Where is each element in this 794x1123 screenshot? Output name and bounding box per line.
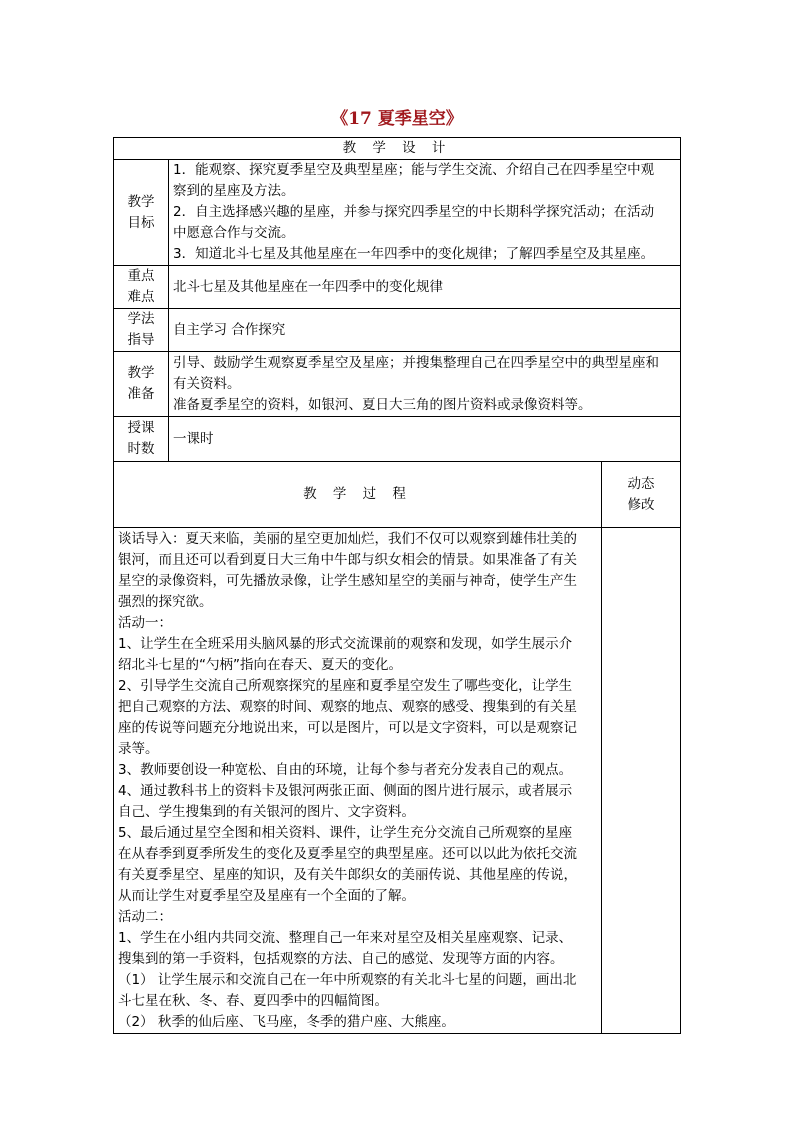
label-line: 修改 <box>627 496 655 513</box>
text-line: （2） 秋季的仙后座、飞马座，冬季的猎户座、大熊座。 <box>118 1014 455 1030</box>
text-line: 谈话导入：夏天来临，美丽的星空更加灿烂，我们不仅可以观察到雄伟壮美的 <box>118 531 577 547</box>
text-line: 强烈的探究欲。 <box>118 594 213 610</box>
label-line: 教学 <box>127 193 155 210</box>
row-objectives <box>114 160 681 266</box>
label-line: 重点 <box>127 268 155 284</box>
text-line: 银河，而且还可以看到夏日大三角中牛郎与织女相会的情景。如果准备了有关 <box>118 552 577 568</box>
row-method <box>114 309 681 352</box>
text-line: 北斗七星及其他星座在一年四季中的变化规律 <box>173 278 443 295</box>
text-line: 1、学生在小组内共同交流、整理自己一年来对星空及相关星座观察、记录、 <box>118 930 573 946</box>
text-line: 2、引导学生交流自己所观察探究的星座和夏季星空发生了哪些变化，让学生 <box>118 678 573 694</box>
label-line: 目标 <box>127 214 155 231</box>
row-key <box>114 266 681 309</box>
text-line: 1．能观察、探究夏季星空及典型星座；能与学生交流、介绍自己在四季星空中观 <box>173 162 655 178</box>
process-content <box>114 528 602 1034</box>
text-line: 活动一： <box>118 615 172 631</box>
row-content <box>169 352 681 417</box>
row-label <box>114 309 169 352</box>
row-label <box>114 352 169 417</box>
label-line: 准备 <box>127 386 155 402</box>
text-line: 在从春季到夏季所发生的变化及夏季星空的典型星座。还可以以此为依托交流 <box>118 846 577 862</box>
label-line: 指导 <box>127 332 155 348</box>
text-line: 准备夏季星空的资料，如银河、夏日大三角的图片资料或录像资料等。 <box>173 396 592 413</box>
dynamic-notes <box>602 528 681 1034</box>
text-line: 有关夏季星空、星座的知识，及有关牛郎织女的美丽传说、其他星座的传说， <box>118 867 577 883</box>
row-content <box>169 266 681 309</box>
text-line: 自主学习 合作探究 <box>173 321 286 338</box>
row-label <box>114 417 169 462</box>
text-line: 座的传说等问题充分地说出来，可以是图片，可以是文字资料，可以是观察记 <box>118 720 577 736</box>
text-line: 搜集到的第一手资料，包括观察的方法、自己的感觉、发现等方面的内容。 <box>118 951 564 967</box>
text-line: 一课时 <box>173 430 214 447</box>
text-line: 星空的录像资料，可先播放录像，让学生感知星空的美丽与神奇，使学生产生 <box>118 573 577 589</box>
row-hours <box>114 417 681 462</box>
row-label <box>114 266 169 309</box>
text-line: 察到的星座及方法。 <box>173 183 295 199</box>
text-line: 中愿意合作与交流。 <box>173 225 295 241</box>
label-line: 教学 <box>127 365 155 381</box>
text-line: 有关资料。 <box>173 375 241 392</box>
text-line: 绍北斗七星的“勺柄”指向在春天、夏天的变化。 <box>118 657 402 673</box>
label-line: 授课 <box>127 420 155 436</box>
text-line: 5、最后通过星空全图和相关资料、课件，让学生充分交流自己所观察的星座 <box>118 825 573 841</box>
text-line: 3．知道北斗七星及其他星座在一年四季中的变化规律；了解四季星空及其星座。 <box>173 246 655 262</box>
label-line: 难点 <box>127 289 155 305</box>
row-content <box>169 309 681 352</box>
label-line: 动态 <box>627 475 655 492</box>
design-header: 教 学 设 计 <box>114 138 681 160</box>
text-line: 录等。 <box>118 741 159 757</box>
text-line: 自己、学生搜集到的有关银河的图片、文字资料。 <box>118 804 415 820</box>
row-content <box>169 160 681 266</box>
row-label <box>114 160 169 266</box>
text-line: 活动二： <box>118 909 172 925</box>
text-line: 斗七星在秋、冬、春、夏四季中的四幅简图。 <box>118 993 388 1009</box>
process-header: 教 学 过 程 <box>114 462 602 528</box>
text-line: 4、通过教科书上的资料卡及银河两张正面、侧面的图片进行展示，或者展示 <box>118 783 573 799</box>
text-line: 把自己观察的方法、观察的时间、观察的地点、观察的感受、搜集到的有关星 <box>118 699 577 715</box>
row-prep <box>114 352 681 417</box>
label-line: 学法 <box>127 311 155 327</box>
label-line: 时数 <box>127 441 155 457</box>
row-content <box>169 417 681 462</box>
text-line: 从而让学生对夏季星空及星座有一个全面的了解。 <box>118 888 415 904</box>
text-line: 3、教师要创设一种宽松、自由的环境，让每个参与者充分发表自己的观点。 <box>118 762 573 778</box>
text-line: 2．自主选择感兴趣的星座，并参与探究四季星空的中长期科学探究活动；在活动 <box>173 204 655 220</box>
text-line: 引导、鼓励学生观察夏季星空及星座；并搜集整理自己在四季星空中的典型星座和 <box>173 354 659 371</box>
text-line: 1、让学生在全班采用头脑风暴的形式交流课前的观察和发现，如学生展示介 <box>118 636 573 652</box>
document-title: 《17 夏季星空》 <box>331 109 463 129</box>
text-line: （1） 让学生展示和交流自己在一年中所观察的有关北斗七星的问题，画出北 <box>118 972 577 988</box>
lesson-plan-table <box>113 137 681 1034</box>
dynamic-header <box>602 462 681 528</box>
